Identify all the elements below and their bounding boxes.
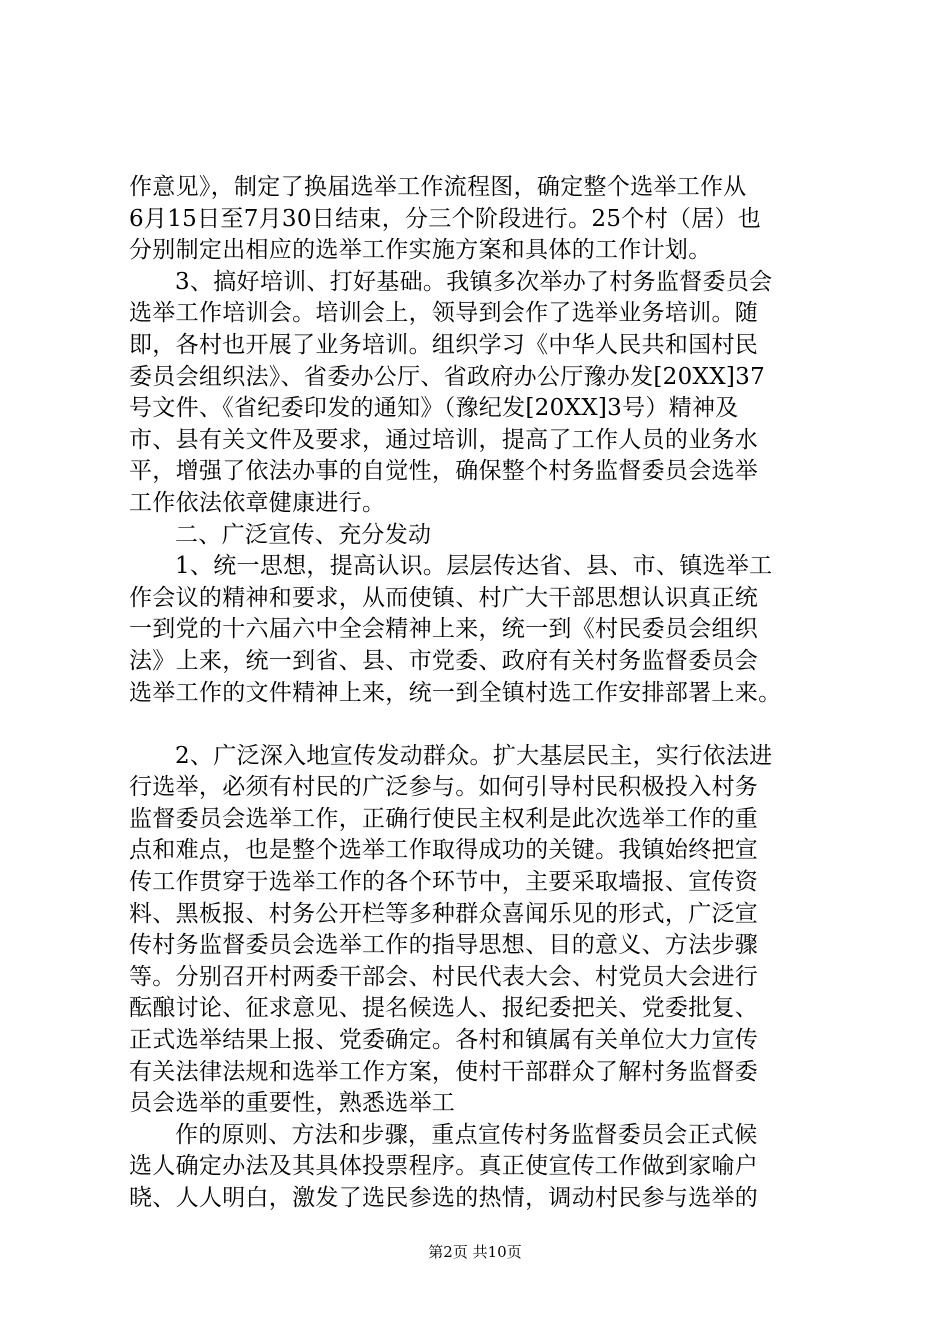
text-line: 委员会组织法》、省委办公厅、省政府办公厅豫办发[20XX]37: [129, 363, 766, 390]
text-line: 工作依法依章健康进行。: [129, 489, 386, 516]
text-line: 员会选举的重要性，熟悉选举工: [129, 1090, 456, 1117]
text-line: 传村务监督委员会选举工作的指导思想、目的意义、方法步骤: [129, 932, 759, 959]
text-line: 6月15日至7月30日结束，分三个阶段进行。25个村（居）也: [129, 205, 762, 232]
text-line: 料、黑板报、村务公开栏等多种群众喜闻乐见的形式，广泛宣: [129, 900, 759, 927]
text-line: 行选举，必须有村民的广泛参与。如何引导村民积极投入村务: [129, 774, 759, 801]
text-line: 晓、人人明白，激发了选民参选的热情，调动村民参与选举的: [129, 1185, 759, 1211]
text-line: 号文件、《省纪委印发的通知》（豫纪发[20XX]3号）精神及: [129, 395, 739, 422]
text-line: 作意见》，制定了换届选举工作流程图，确定整个选举工作从: [129, 174, 747, 200]
text-line: 一到党的十六届六中全会精神上来，统一到《村民委员会组织: [129, 616, 759, 643]
paragraph-start-line: 1、统一思想，提高认识。层层传达省、县、市、镇选举工: [175, 553, 773, 580]
text-line: 传工作贯穿于选举工作的各个环节中，主要采取墙报、宣传资: [129, 869, 759, 896]
text-line: 作会议的精神和要求，从而使镇、村广大干部思想认识真正统: [129, 584, 759, 611]
text-line: 平，增强了依法办事的自觉性，确保整个村务监督委员会选举: [129, 458, 759, 485]
text-line: 等。分别召开村两委干部会、村民代表大会、村党员大会进行: [129, 963, 759, 990]
paragraph-start-line: 3、搞好培训、打好基础。我镇多次举办了村务监督委员会: [175, 268, 773, 295]
text-line: 即，各村也开展了业务培训。组织学习《中华人民共和国村民: [129, 331, 759, 358]
section-heading: 二、广泛宣传、充分发动: [175, 521, 432, 548]
paragraph-start-line: 作的原则、方法和步骤，重点宣传村务监督委员会正式候: [175, 1121, 758, 1148]
paragraph-start-line: 2、广泛深入地宣传发动群众。扩大基层民主，实行依法进: [175, 742, 773, 769]
text-line: 酝酿讨论、征求意见、提名候选人、报纪委把关、党委批复、: [129, 995, 759, 1022]
text-line: 选人确定办法及其具体投票程序。真正使宣传工作做到家喻户: [129, 1153, 759, 1180]
text-line: 正式选举结果上报、党委确定。各村和镇属有关单位大力宣传: [129, 1027, 759, 1054]
text-line: 有关法律法规和选举工作方案，使村干部群众了解村务监督委: [129, 1058, 759, 1085]
text-line: 点和难点，也是整个选举工作取得成功的关键。我镇始终把宣: [129, 837, 759, 864]
text-line: 监督委员会选举工作，正确行使民主权利是此次选举工作的重: [129, 805, 759, 832]
blank-line: [129, 709, 829, 741]
text-line: 选举工作培训会。培训会上，领导到会作了选举业务培训。随: [129, 300, 759, 327]
text-line: 市、县有关文件及要求，通过培训，提高了工作人员的业务水: [129, 426, 759, 453]
text-line: 选举工作的文件精神上来，统一到全镇村选工作安排部署上来。: [129, 679, 782, 706]
text-line: 分别制定出相应的选举工作实施方案和具体的工作计划。: [129, 237, 712, 264]
page-number-footer: 第2页 共10页: [428, 1243, 522, 1261]
document-body: [129, 172, 829, 1215]
text-line: 法》上来，统一到省、县、市党委、政府有关村务监督委员会: [129, 647, 759, 674]
